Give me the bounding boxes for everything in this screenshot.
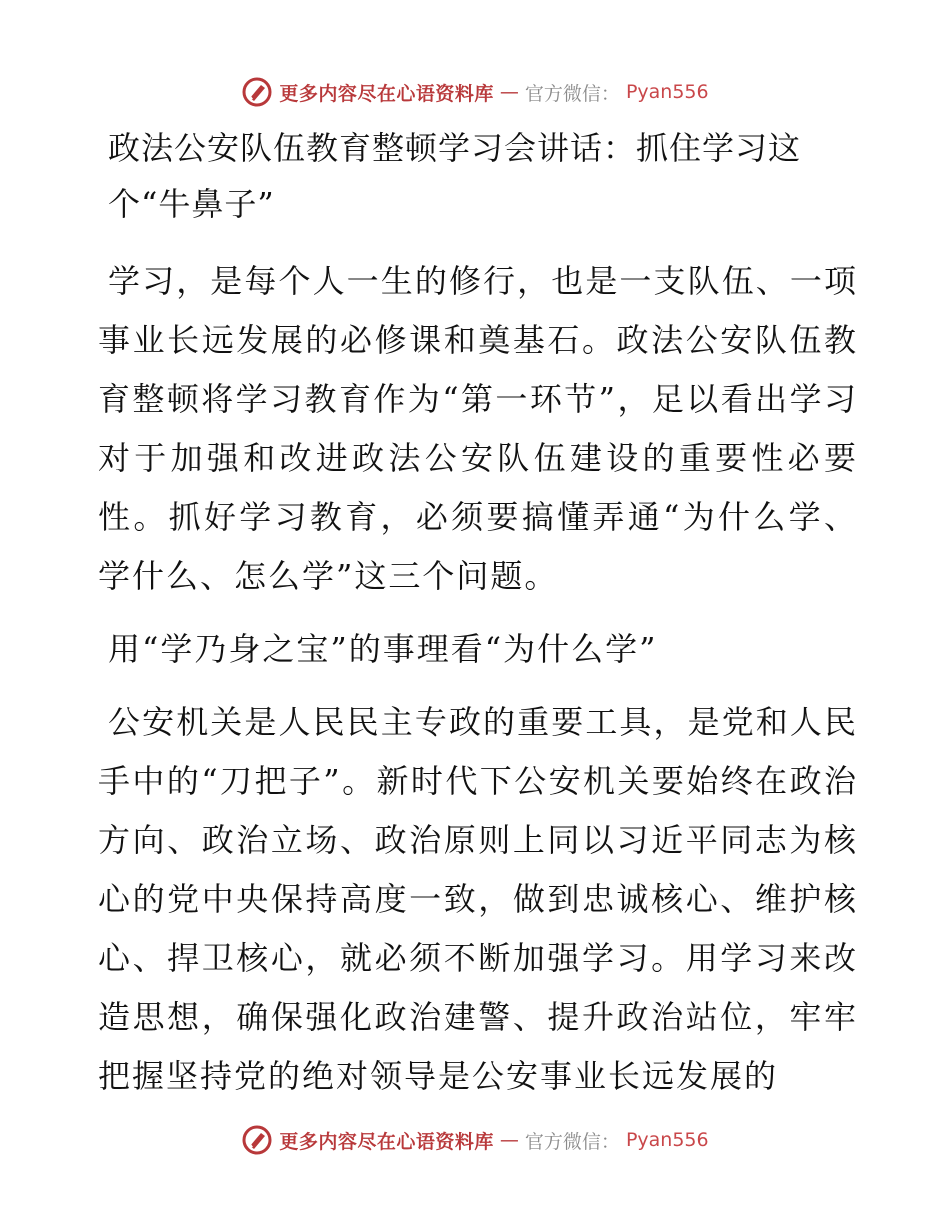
paragraph-1-text: 学习，是每个人一生的修行，也是一支队伍、一项事业长远发展的必修课和奠基石。政法公安队伍教育整顿将学习教育作为“第一环节”，足以看出学习对于加强和改进政法公安队伍建设的重要性必要性。抓好学习教育，必须要搞懂弄通“为什么学、学什么、怎么学”这三个问题。 <box>98 262 858 595</box>
header-wechat-label: 官方微信： <box>524 82 620 105</box>
header-wechat-id: Pyan556 <box>625 81 709 103</box>
header-banner-content <box>241 76 708 108</box>
paragraph-2 <box>98 693 858 1106</box>
footer-wechat-label: 官方微信： <box>524 1130 620 1153</box>
pen-logo-icon <box>241 76 273 108</box>
header-banner <box>0 72 950 112</box>
section-subheading: 用“学乃身之宝”的事理看“为什么学” <box>108 630 658 668</box>
footer-banner-text: 更多内容尽在心语资料库 <box>279 1130 494 1153</box>
paragraph-1 <box>98 252 858 606</box>
pen-logo-icon <box>241 1124 273 1156</box>
header-banner-text: 更多内容尽在心语资料库 <box>279 82 494 105</box>
footer-banner-content <box>241 1124 708 1156</box>
article-body <box>98 120 858 1106</box>
footer-wechat-id: Pyan556 <box>625 1129 709 1151</box>
paragraph-2-text: 公安机关是人民民主专政的重要工具，是党和人民手中的“刀把子”。新时代下公安机关要始终在政治方向、政治立场、政治原则上同以习近平同志为核心的党中央保持高度一致，做到忠诚核心、维护核心、捍卫核心，就必须不断加强学习。用学习来改造思想，确保强化政治建警、提升政治站位，牢牢把握坚持党的绝对领导是公安事业长远发展的 <box>98 703 858 1095</box>
article-title: 政法公安队伍教育整顿学习会讲话：抓住学习这个“牛鼻子” <box>108 129 802 223</box>
header-banner-dash: — <box>499 81 519 103</box>
footer-banner-dash: — <box>499 1129 519 1151</box>
footer-banner <box>0 1120 950 1160</box>
